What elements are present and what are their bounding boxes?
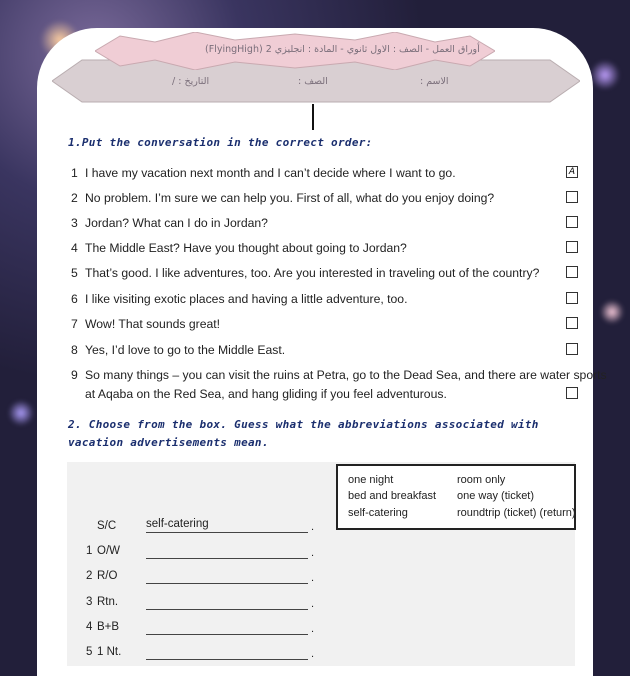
conversation-line: 9 So many things – you can visit the ruins at Petra, go to the Dead Sea, and there are water sports <box>71 368 607 382</box>
answer-field[interactable] <box>146 595 308 610</box>
abbreviation-label: S/C <box>97 520 117 532</box>
order-checkbox[interactable] <box>566 292 578 304</box>
name-label: الاسم : <box>420 76 449 87</box>
box-option: self-catering <box>348 507 408 519</box>
answer-field[interactable]: self-catering <box>146 518 308 533</box>
section1-heading: 1.Put the conversation in the correct order: <box>68 136 373 149</box>
answer-field[interactable] <box>146 645 308 660</box>
section2-heading-continued: vacation advertisements mean. <box>68 436 269 449</box>
order-checkbox[interactable] <box>566 317 578 329</box>
dot: . <box>311 547 315 559</box>
row-number: 3 <box>86 596 93 608</box>
conversation-line: 8 Yes, I’d love to go to the Middle East. <box>71 343 286 357</box>
dot: . <box>311 648 315 660</box>
abbreviation-label: Rtn. <box>97 596 119 608</box>
abbreviation-label: B+B <box>97 621 120 633</box>
order-checkbox[interactable]: A <box>566 166 578 178</box>
conversation-line: 3 Jordan? What can I do in Jordan? <box>71 216 268 230</box>
row-number: 1 <box>86 545 93 557</box>
order-checkbox[interactable] <box>566 191 578 203</box>
row-number: 4 <box>86 621 93 633</box>
conversation-line-continued: at Aqaba on the Red Sea, and hang gliding if you feel adventurous. <box>85 387 447 401</box>
order-checkbox[interactable] <box>566 266 578 278</box>
abbreviation-label: O/W <box>97 545 120 557</box>
answer-field[interactable] <box>146 569 308 584</box>
order-checkbox[interactable] <box>566 387 578 399</box>
date-label: التاريخ : / <box>172 76 210 87</box>
conversation-line: 4 The Middle East? Have you thought about going to Jordan? <box>71 241 407 255</box>
abbreviation-label: R/O <box>97 570 118 582</box>
order-checkbox[interactable] <box>566 216 578 228</box>
section2-heading: 2. Choose from the box. Guess what the abbreviations associated with <box>68 418 539 431</box>
conversation-line: 5 That’s good. I like adventures, too. Are you interested in traveling out of the country? <box>71 266 540 280</box>
conversation-line: 6 I like visiting exotic places and having a little adventure, too. <box>71 292 408 306</box>
answer-field[interactable] <box>146 620 308 635</box>
light-spark <box>8 400 34 426</box>
conversation-line: 7 Wow! That sounds great! <box>71 317 221 331</box>
row-number: 2 <box>86 570 93 582</box>
class-label: الصف : <box>298 76 328 87</box>
conversation-line: 2 No problem. I’m sure we can help you. First of all, what do you enjoy doing? <box>71 191 495 205</box>
conversation-line: 1 I have my vacation next month and I can’t decide where I want to go. <box>71 166 456 180</box>
dot: . <box>311 572 315 584</box>
light-spark <box>590 60 620 90</box>
box-option: one way (ticket) <box>457 490 535 502</box>
dot: . <box>311 623 315 635</box>
row-number: 5 <box>86 646 93 658</box>
order-checkbox[interactable] <box>566 241 578 253</box>
light-spark <box>600 300 624 324</box>
header-title: أوراق العمل - الصف : الاول ثانوي - المادة : انجليزي 2 (FlyingHigh) <box>205 44 480 55</box>
box-option: one night <box>348 474 394 486</box>
order-checkbox[interactable] <box>566 343 578 355</box>
dot: . <box>311 521 315 533</box>
box-option: bed and breakfast <box>348 490 437 502</box>
answer-field[interactable] <box>146 544 308 559</box>
abbreviation-label: 1 Nt. <box>97 646 122 658</box>
box-option: roundtrip (ticket) (return) <box>457 507 576 519</box>
divider-stem <box>312 104 314 130</box>
dot: . <box>311 598 315 610</box>
box-option: room only <box>457 474 506 486</box>
